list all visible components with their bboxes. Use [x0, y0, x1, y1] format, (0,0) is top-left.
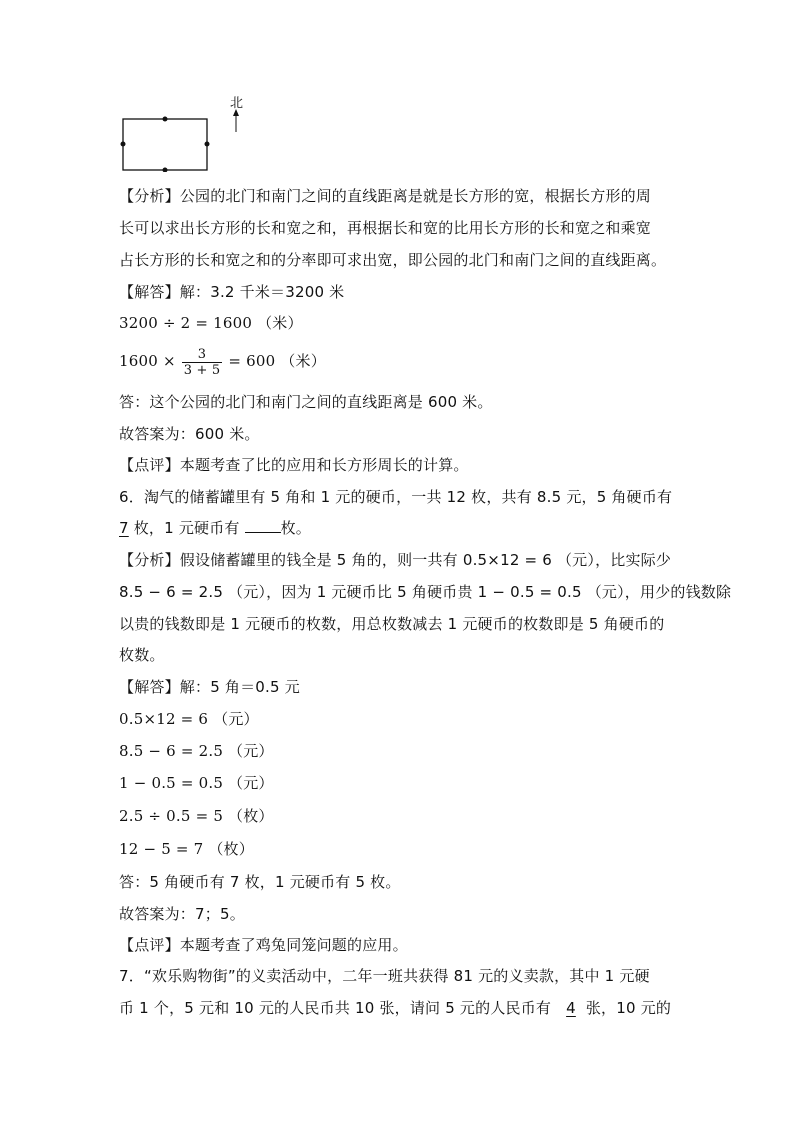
q6-final-answer-line: 故答案为：7；5。: [119, 905, 245, 923]
south-gate-dot: [163, 168, 168, 173]
north-gate-dot: [163, 117, 168, 122]
analysis-line-3: 占长方形的长和宽之和的分率即可求出宽，即公园的北门和南门之间的直线距离。: [119, 251, 667, 269]
q6-analysis-line-1: 【分析】假设储蓄罐里的钱全是 5 角的，则一共有 0.5×12 = 6 （元），比实际少: [119, 551, 672, 569]
q6-blank-2: [245, 518, 281, 533]
east-gate-dot: [205, 142, 210, 147]
final-answer-line: 故答案为：600 米。: [119, 425, 260, 443]
q6-calc-4: 2.5 ÷ 0.5 = 5 （枚）: [119, 807, 274, 825]
comment-line: 【点评】本题考查了比的应用和长方形周长的计算。: [119, 456, 469, 474]
q7-blank-1: 4: [566, 999, 576, 1017]
calc2-prefix: 1600 ×: [119, 352, 176, 370]
q6-calc-5: 12 − 5 = 7 （枚）: [119, 840, 254, 858]
calc-line-2: [119, 345, 719, 378]
q7-stem-start: 币 1 个，5 元和 10 元的人民币共 10 张，请问 5 元的人民币有: [119, 999, 557, 1017]
q6-answer-head: 【解答】解：5 角＝0.5 元: [119, 678, 300, 696]
fraction: [182, 347, 223, 378]
calc2-suffix: = 600 （米）: [228, 352, 326, 370]
q6-calc-3: 1 − 0.5 = 0.5 （元）: [119, 774, 274, 792]
west-gate-dot: [121, 142, 126, 147]
analysis-line-2: 长可以求出长方形的长和宽之和，再根据长和宽的比用长方形的长和宽之和乘宽: [119, 219, 652, 237]
q6-analysis-line-2: 8.5 − 6 = 2.5 （元），因为 1 元硬币比 5 角硬币贵 1 − 0.5 = 0.5 （元），用少的钱数除: [119, 583, 732, 601]
calc-line-1: 3200 ÷ 2 = 1600 （米）: [119, 314, 303, 332]
answer-head: 【解答】解：3.2 千米＝3200 米: [119, 283, 345, 301]
q6-calc-2: 8.5 − 6 = 2.5 （元）: [119, 742, 274, 760]
reply-line: 答：这个公园的北门和南门之间的直线距离是 600 米。: [119, 393, 493, 411]
park-rectangle: [123, 119, 207, 170]
q6-stem-line-1: 6．淘气的储蓄罐里有 5 角和 1 元的硬币，一共 12 枚，共有 8.5 元，5 角硬币有: [119, 488, 673, 506]
q7-stem-line-1: 7．“欢乐购物街”的义卖活动中，二年一班共获得 81 元的义卖款，其中 1 元硬: [119, 967, 650, 985]
q6-stem-mid: 枚，1 元硬币有: [128, 519, 245, 537]
fraction-denominator: 3 + 5: [183, 362, 221, 378]
q6-comment-line: 【点评】本题考查了鸡兔同笼问题的应用。: [119, 936, 408, 954]
q6-blank-1: 7: [119, 519, 129, 537]
park-rectangle-figure: [118, 92, 258, 172]
q7-stem-end: 张，10 元的: [585, 999, 672, 1017]
q6-reply-line: 答：5 角硬币有 7 枚，1 元硬币有 5 枚。: [119, 873, 401, 891]
q6-stem-end: 枚。: [280, 519, 312, 537]
fraction-numerator: 3: [182, 347, 223, 363]
q7-stem-line-2: [119, 998, 719, 1018]
north-label: 北: [230, 96, 244, 111]
q6-stem-line-2: [119, 518, 719, 538]
q6-analysis-line-3: 以贵的钱数即是 1 元硬币的枚数，用总枚数减去 1 元硬币的枚数即是 5 角硬币的: [119, 615, 665, 633]
q6-analysis-line-4: 枚数。: [119, 646, 165, 664]
q6-calc-1: 0.5×12 = 6 （元）: [119, 710, 259, 728]
analysis-line-1: 【分析】公园的北门和南门之间的直线距离是就是长方形的宽，根据长方形的周: [119, 187, 652, 205]
